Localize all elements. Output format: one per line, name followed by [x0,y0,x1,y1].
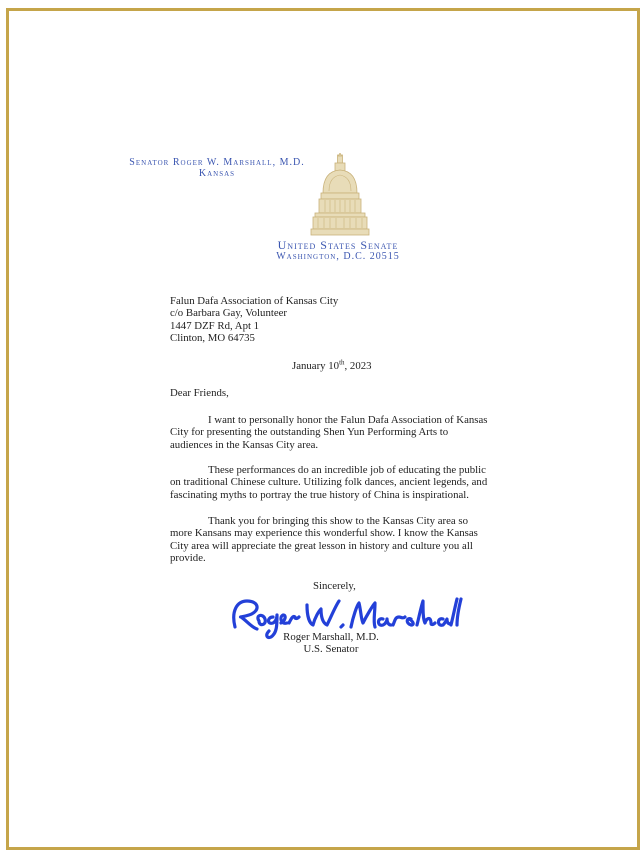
date-year: , 2023 [344,360,372,372]
signer-name: Roger Marshall, M.D. [283,631,379,643]
paragraph-line: provide. [170,552,206,565]
document-frame [6,8,640,850]
paragraph-line: City area will appreciate the great lesson in history and culture you all [170,539,473,552]
paragraph-line: City for presenting the outstanding Shen Yun Performing Arts to [170,426,449,439]
address-line: 1447 DZF Rd, Apt 1 [170,319,260,332]
address-line: c/o Barbara Gay, Volunteer [170,307,288,320]
paragraph-2 [170,464,510,501]
address-line: Clinton, MO 64735 [170,332,255,345]
paragraph-line: audiences in the Kansas City area. [170,438,319,451]
closing: Sincerely, [313,580,356,592]
paragraph-line: Thank you for bringing this show to the Kansas City area so [208,515,468,527]
signer-title: U.S. Senator [303,643,359,656]
capitol-dome-icon [309,153,371,237]
senate-header [257,239,419,262]
paragraph-line: I want to personally honor the Falun Dafa Association of Kansas [208,414,488,426]
date-suffix: th [339,358,345,367]
paragraph-line: on traditional Chinese culture. Utilizing folk dances, ancient legends, and [170,476,488,489]
recipient-address [170,295,490,345]
senator-name: Senator Roger W. Marshall, M.D. [129,157,305,168]
senate-address: Washington, D.C. 20515 [276,251,400,262]
senator-name-header [121,157,313,179]
paragraph-3 [170,515,510,565]
letter-date [292,360,412,372]
paragraph-1 [170,414,510,451]
paragraph-line: These performances do an incredible job of educating the public [208,464,486,476]
address-line: Falun Dafa Association of Kansas City [170,295,339,307]
signer-block [269,631,393,656]
senator-state: Kansas [198,168,236,179]
date-month-day: January 10 [292,360,340,372]
greeting: Dear Friends, [170,387,229,399]
senate-name: United States Senate [277,238,399,252]
paragraph-line: more Kansans may experience this wonderful show. I know the Kansas [170,527,478,540]
paragraph-line: fascinating myths to portray the true history of China is inspirational. [170,488,469,501]
